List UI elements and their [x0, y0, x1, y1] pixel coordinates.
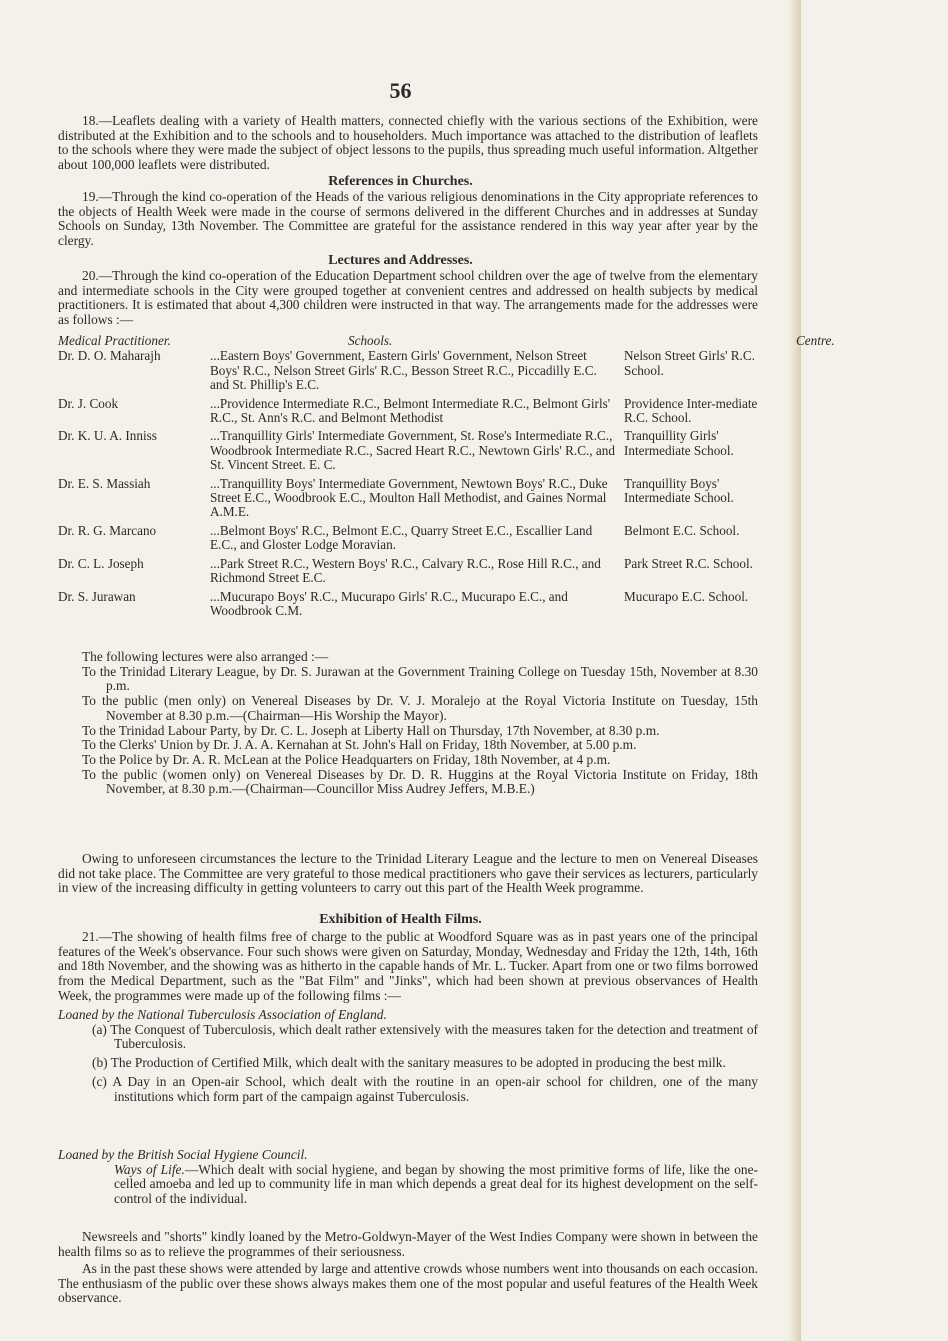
loan-source: Loaned by the National Tuberculosis Association of England.: [58, 1007, 387, 1022]
table-row: [58, 590, 770, 619]
doctor-name: Dr. K. U. A. Inniss: [58, 428, 157, 444]
paragraph-21: 21.—The showing of health films free of charge to the public at Woodford Square was as in past years one of the principal features of the Week's observance. Four such shows were given on Saturday, Monday, Wednesday and Friday the 12th, 14th, 16th and 18th November, and the showing was as hitherto in the capable hands of Mr. L. Tucker. Apart from one or two films borrowed from the Medical Department, such as the "Bat Film" and "Jinks", which had been shown at previous observances of Health Week, the programmes were made up of the following films :—: [58, 929, 758, 1003]
film-text: A Day in an Open-air School, which dealt with the routine in an open-air school for children, one of the many institutions which form part of the campaign against Tuberculosis.: [112, 1073, 759, 1104]
schools-list: ...Tranquillity Boys' Intermediate Government, Newtown Boys' R.C., Duke Street E.C., Woodbrook E.C., Moulton Hall Methodist, and Gaines Normal A.M.E.: [210, 475, 608, 520]
heading-lectures-and-addresses: Lectures and Addresses.: [328, 253, 473, 268]
table-row: [58, 477, 770, 520]
lecture-item: To the Clerks' Union by Dr. J. A. A. Kernahan at St. John's Hall on Friday, 18th November, at 5.00 p.m.: [82, 737, 637, 753]
doctor-name: Dr. D. O. Maharajh: [58, 348, 161, 364]
schools-list: ...Park Street R.C., Western Boys' R.C., Calvary R.C., Rose Hill R.C., and Richmond Street E.C.: [210, 555, 601, 586]
centre-name: Providence Inter-mediate R.C. School.: [624, 395, 758, 426]
centre-name: Nelson Street Girls' R.C. School.: [624, 348, 755, 378]
centre-name: Belmont E.C. School.: [624, 522, 740, 538]
lecture-item: To the public (men only) on Venereal Diseases by Dr. V. J. Moralejo at the Royal Victoria Institute on Tuesday, 15th November at 8.30 p.m.—(Chairman—His Worship the Mayor).: [82, 693, 758, 723]
film-text: The Production of Certified Milk, which dealt with the sanitary measures to be adopted in producing the best milk.: [110, 1055, 726, 1071]
paragraph-19: 19.—Through the kind co-operation of the Heads of the various religious denominations in the City appropriate references to the objects of Health Week were made in the course of sermons delivered in the different Churches and in addresses at Sunday Schools on Sunday, 13th November. The Committee are grateful for the assistance rendered in this way year after year by the clergy.: [58, 189, 758, 249]
schools-list: ...Eastern Boys' Government, Eastern Girls' Government, Nelson Street Boys' R.C., Nelson Street Girls' R.C., Besson Street R.C., Piccadilly E.C. and St. Phillip's E.C.: [210, 348, 597, 393]
lecture-item: To the public (women only) on Venereal Diseases by Dr. D. R. Huggins at the Royal Victoria Institute on Friday, 18th November, at 8.30 p.m.—(Chairman—Councillor Miss Audrey Jeffers, M.B.E.): [82, 766, 758, 797]
film-item: [58, 1023, 758, 1052]
doctor-name: Dr. R. G. Marcano: [58, 522, 157, 538]
schools-list: ...Tranquillity Girls' Intermediate Government, St. Rose's Intermediate R.C., Woodbrook Intermediate R.C., Sacred Heart R.C., Newtown Girls' R.C., and St. Vincent Street. E. C.: [210, 428, 615, 473]
centre-name: Mucurapo E.C. School.: [624, 588, 749, 604]
film-label: (a): [92, 1021, 107, 1037]
table-header: [58, 333, 835, 348]
film-text: —Which dealt with social hygiene, and began by showing the most primitive forms of life, like the one-celled amoeba and led up to community life in man which depends a great deal for its highest development on the self-control of the individual.: [114, 1161, 758, 1207]
loan-british-social-hygiene: [58, 1148, 758, 1207]
centre-name: Tranquillity Boys' Intermediate School.: [624, 475, 734, 506]
film-label: (b): [92, 1055, 108, 1071]
film-text: The Conquest of Tuberculosis, which dealt rather extensively with the measures taken for the detection and treatment of Tuberculosis.: [110, 1021, 759, 1052]
page-number: 56: [389, 78, 412, 103]
loan-national-tuberculosis: [58, 1008, 758, 1104]
practitioners-table: [58, 333, 835, 618]
film-item: [58, 1163, 758, 1207]
film-label: (c): [92, 1073, 107, 1089]
doctor-name: Dr. C. L. Joseph: [58, 555, 144, 571]
schools-list: ...Mucurapo Boys' R.C., Mucurapo Girls' R.C., Mucurapo E.C., and Woodbrook C.M.: [210, 588, 568, 618]
table-row: [58, 557, 770, 586]
header-medical-practitioner: Medical Practitioner.: [58, 333, 171, 348]
header-schools: Schools.: [348, 333, 393, 348]
header-centre: Centre.: [796, 333, 835, 348]
doctor-name: Dr. E. S. Massiah: [58, 475, 151, 491]
centre-name: Tranquillity Girls' Intermediate School.: [624, 428, 734, 458]
paragraph-18: 18.—Leaflets dealing with a variety of Health matters, connected chiefly with the various sections of the Exhibition, were distributed at the Exhibition and to the schools and to householders. Much importance was attached to the distribution of leaflets to the schools where they were made the subject of object lessons to the pupils, thus spreading much useful information. Altgether about 100,000 leaflets were distributed.: [58, 113, 758, 173]
lecture-item: To the Trinidad Literary League, by Dr. S. Jurawan at the Government Training College on Tuesday 15th, November at 8.30 p.m.: [82, 663, 758, 694]
paragraph-newsreels: Newsreels and "shorts" kindly loaned by the Metro-Goldwyn-Mayer of the West Indies Company were shown in between the health films so as to relieve the programmes of their seriousness.: [58, 1229, 758, 1259]
lecture-item: To the Trinidad Labour Party, by Dr. C. L. Joseph at Liberty Hall on Thursday, 17th November, at 8.30 p.m.: [82, 722, 660, 738]
paragraph-past-shows: As in the past these shows were attended by large and attentive crowds whose numbers went into thousands on each occasion. The enthusiasm of the public over these shows always makes them one of the most popular and useful features of the Health Week observance.: [58, 1261, 758, 1306]
doctor-name: Dr. J. Cook: [58, 395, 119, 411]
paragraph-owing: Owing to unforeseen circumstances the lecture to the Trinidad Literary League and the lecture to men on Venereal Diseases did not take place. The Committee are very grateful to those medical practitioners who gave their services as lecturers, particularly in view of the increasing difficulty in getting volunteers to carry out this part of the Health Week programme.: [58, 851, 758, 896]
schools-list: ...Belmont Boys' R.C., Belmont E.C., Quarry Street E.C., Escallier Land E.C., and Gloster Lodge Moravian.: [210, 522, 593, 553]
table-row: [58, 429, 770, 472]
doctor-name: Dr. S. Jurawan: [58, 588, 136, 604]
table-row: [58, 397, 770, 426]
loan-source: Loaned by the British Social Hygiene Council.: [58, 1147, 308, 1162]
lectures-section: [58, 650, 758, 797]
lectures-intro: The following lectures were also arranged :—: [82, 649, 329, 664]
film-title: Ways of Life.: [114, 1161, 185, 1177]
table-row: [58, 524, 770, 553]
film-item: [58, 1075, 758, 1104]
lecture-item: To the Police by Dr. A. R. McLean at the Police Headquarters on Friday, 18th November, at 4 p.m.: [82, 751, 611, 767]
schools-list: ...Providence Intermediate R.C., Belmont Intermediate R.C., Belmont Girls' R.C., St. Ann's R.C. and Belmont Methodist: [210, 395, 611, 426]
table-row: [58, 349, 770, 392]
paragraph-20: 20.—Through the kind co-operation of the Education Department school children over the age of twelve from the elementary and intermediate schools in the City were grouped together at convenient centres and addressed on health subjects by medical practitioners. It is estimated that about 4,300 children were instructed in that way. The arrangements made for the addresses were as follows :—: [58, 268, 758, 328]
page-edge-shading: [787, 0, 801, 1341]
heading-exhibition-of-health-films: Exhibition of Health Films.: [319, 912, 482, 927]
centre-name: Park Street R.C. School.: [624, 555, 753, 571]
film-item: [58, 1056, 758, 1071]
heading-references-in-churches: References in Churches.: [328, 174, 473, 189]
